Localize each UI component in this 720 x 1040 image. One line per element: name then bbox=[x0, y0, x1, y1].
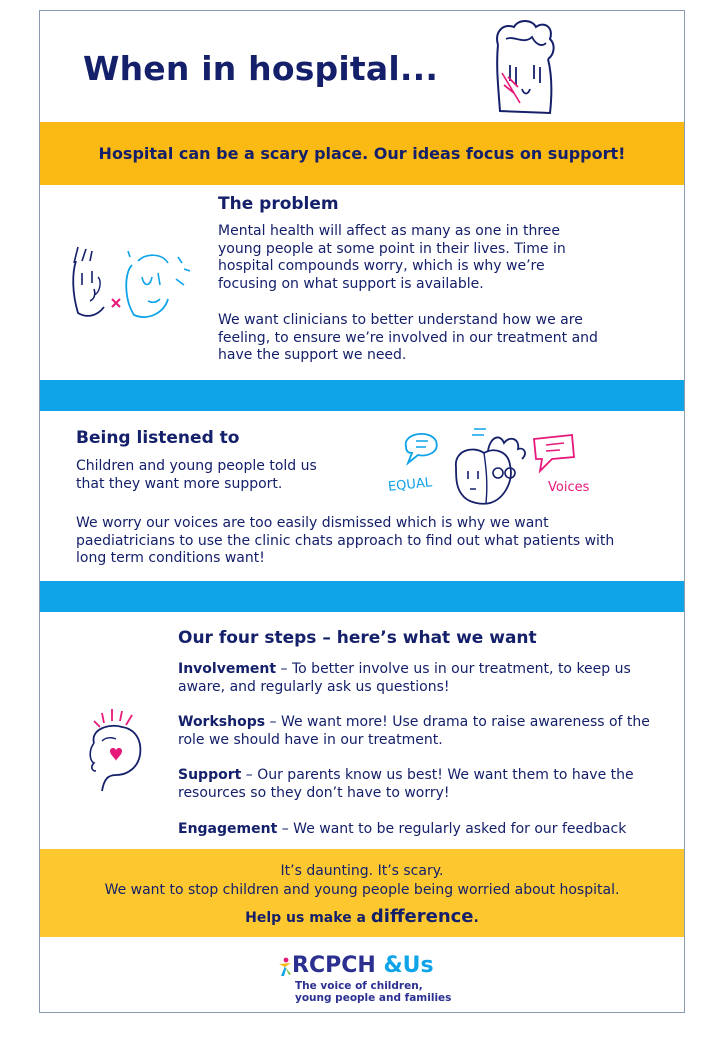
step-engagement bbox=[178, 821, 678, 839]
step-text: – Our parents know us best! We want them to have the resources so they don’t have to worry! bbox=[178, 767, 634, 801]
listened-paragraph-1: Children and young people told us that they want more support. bbox=[76, 458, 317, 492]
listened-paragraph-2: We worry our voices are too easily dismissed which is why we want paediatricians to use the clinic chats approach to find out what patients with long term conditions want! bbox=[76, 515, 615, 567]
step-text: – We want to be regularly asked for our feedback bbox=[277, 820, 627, 837]
rcpch-logo[interactable] bbox=[278, 953, 458, 1009]
cta-emphasis: difference bbox=[370, 906, 474, 927]
logo-wordmark bbox=[292, 953, 434, 978]
problem-heading: The problem bbox=[218, 194, 339, 214]
steps-heading: Our four steps – here’s what we want bbox=[178, 628, 537, 648]
equal-word: EQUAL bbox=[387, 475, 433, 495]
logo-tagline bbox=[295, 980, 451, 1004]
step-support bbox=[178, 767, 678, 802]
poster bbox=[39, 10, 685, 1013]
bottom-banner-line-1: It’s daunting. It’s scary. bbox=[280, 863, 444, 879]
top-banner-text: Hospital can be a scary place. Our ideas focus on support! bbox=[98, 144, 626, 163]
step-text: – To better involve us in our treatment, to keep us aware, and regularly ask us questions! bbox=[178, 661, 631, 695]
logo-name: RCPCH bbox=[292, 953, 376, 978]
bottom-banner bbox=[40, 849, 684, 937]
step-involvement bbox=[178, 661, 678, 696]
cta-post: . bbox=[473, 910, 479, 926]
star-person-icon bbox=[278, 957, 292, 977]
divider-band-1 bbox=[40, 380, 684, 411]
voices-word: Voices bbox=[548, 480, 590, 495]
steps-list bbox=[178, 661, 678, 856]
bottom-banner-line-2: We want to stop children and young people being worried about hospital. bbox=[104, 882, 620, 898]
step-text: – We want more! Use drama to raise awareness of the role we should have in our treatment. bbox=[178, 714, 650, 748]
listened-heading: Being listened to bbox=[76, 428, 240, 448]
step-term: Involvement bbox=[178, 661, 277, 677]
two-faces-doodle bbox=[68, 243, 198, 323]
problem-paragraph-1: Mental health will affect as many as one in three young people at some point in their lives. Time in hospital compounds worry, which is why we’re focusing on what support is available. bbox=[218, 223, 566, 292]
heart-head-doodle bbox=[80, 705, 152, 797]
logo-tagline-2: young people and families bbox=[295, 992, 452, 1004]
step-term: Engagement bbox=[178, 820, 278, 837]
worried-face-doodle bbox=[484, 15, 564, 117]
step-workshops bbox=[178, 714, 678, 749]
step-term: Workshops bbox=[178, 714, 266, 731]
page-title: When in hospital... bbox=[83, 49, 439, 88]
divider-band-2 bbox=[40, 581, 684, 612]
cta-pre: Help us make a bbox=[245, 910, 371, 926]
bottom-banner-line-3 bbox=[40, 906, 684, 927]
voices-doodle bbox=[386, 423, 596, 507]
top-banner bbox=[40, 122, 684, 185]
step-term: Support bbox=[178, 767, 242, 784]
logo-amp: &Us bbox=[383, 953, 434, 978]
problem-paragraph-2: We want clinicians to better understand how we are feeling, to ensure we’re involved in our treatment and have the support we need. bbox=[218, 312, 598, 364]
logo-tagline-1: The voice of children, bbox=[295, 980, 423, 992]
